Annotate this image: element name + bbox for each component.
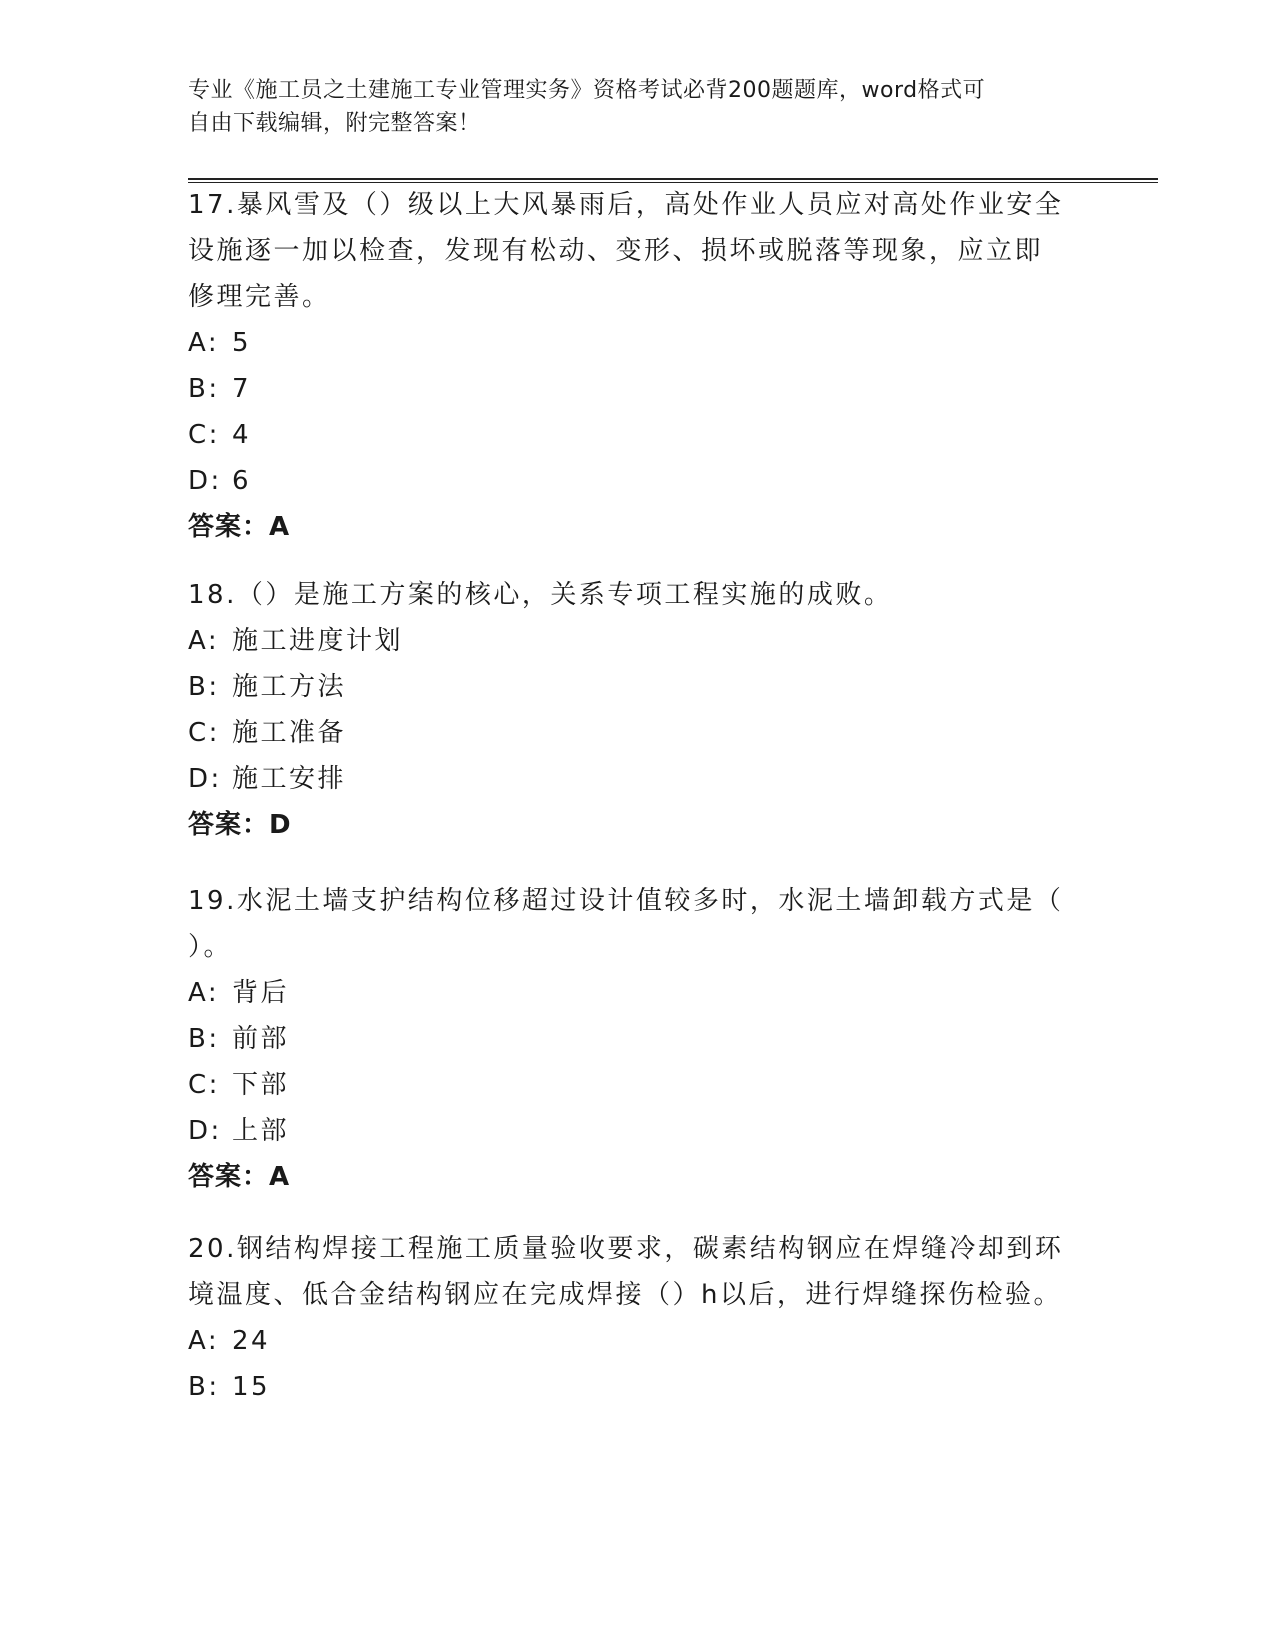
option-text: 15: [232, 1372, 271, 1402]
option-text: 施工安排: [232, 764, 347, 794]
option-b: [188, 1016, 1088, 1062]
option-d: [188, 1108, 1088, 1154]
option-b: [188, 664, 1088, 710]
option-text: 7: [232, 374, 252, 404]
option-letter: C:: [188, 420, 220, 450]
option-a: [188, 1318, 1088, 1364]
question-text-line: 17.暴风雪及（）级以上大风暴雨后，高处作业人员应对高处作业安全: [188, 190, 1064, 220]
option-letter: A:: [188, 328, 220, 358]
question-text-line: 设施逐一加以检查，发现有松动、变形、损坏或脱落等现象，应立即: [188, 236, 1044, 266]
option-c: [188, 1062, 1088, 1108]
option-c: [188, 412, 1088, 458]
answer-line: 答案：D: [188, 810, 292, 840]
option-a: [188, 618, 1088, 664]
option-letter: D:: [188, 1116, 222, 1146]
option-letter: B:: [188, 672, 220, 702]
question-19: [188, 878, 1088, 1200]
option-letter: B:: [188, 374, 220, 404]
option-b: [188, 1364, 1088, 1410]
option-b: [188, 366, 1088, 412]
option-text: 施工方法: [232, 672, 347, 702]
question-text-line: 18.（）是施工方案的核心，关系专项工程实施的成败。: [188, 580, 893, 610]
document-header: [188, 74, 1068, 140]
answer-line: 答案：A: [188, 1162, 291, 1192]
option-text: 4: [232, 420, 252, 450]
question-text-line: ）。: [188, 932, 233, 962]
question-text-line: 境温度、低合金结构钢应在完成焊接（）h以后，进行焊缝探伤检验。: [188, 1280, 1062, 1310]
question-text-line: 20.钢结构焊接工程施工质量验收要求，碳素结构钢应在焊缝冷却到环: [188, 1234, 1064, 1264]
option-letter: A:: [188, 626, 220, 656]
option-letter: D:: [188, 466, 222, 496]
option-text: 施工准备: [232, 718, 347, 748]
option-d: [188, 458, 1088, 504]
option-c: [188, 710, 1088, 756]
option-letter: A:: [188, 978, 220, 1008]
option-a: [188, 970, 1088, 1016]
option-text: 24: [232, 1326, 271, 1356]
option-letter: D:: [188, 764, 222, 794]
option-a: [188, 320, 1088, 366]
option-text: 施工进度计划: [232, 626, 404, 656]
answer-line: 答案：A: [188, 512, 291, 542]
question-18: [188, 572, 1088, 848]
option-letter: C:: [188, 718, 220, 748]
option-letter: B:: [188, 1372, 220, 1402]
option-text: 6: [232, 466, 252, 496]
option-letter: A:: [188, 1326, 220, 1356]
question-text-line: 修理完善。: [188, 282, 331, 312]
question-text-line: 19.水泥土墙支护结构位移超过设计值较多时，水泥土墙卸载方式是（: [188, 886, 1064, 916]
option-letter: C:: [188, 1070, 220, 1100]
option-text: 前部: [232, 1024, 290, 1054]
option-d: [188, 756, 1088, 802]
option-text: 下部: [232, 1070, 290, 1100]
header-line-1: 专业《施工员之土建施工专业管理实务》资格考试必背200题题库，word格式可: [188, 78, 986, 103]
option-text: 5: [232, 328, 252, 358]
question-20: [188, 1226, 1088, 1410]
question-17: [188, 182, 1088, 550]
header-line-2: 自由下载编辑，附完整答案！: [188, 111, 481, 136]
option-letter: B:: [188, 1024, 220, 1054]
option-text: 上部: [232, 1116, 290, 1146]
option-text: 背后: [232, 978, 290, 1008]
